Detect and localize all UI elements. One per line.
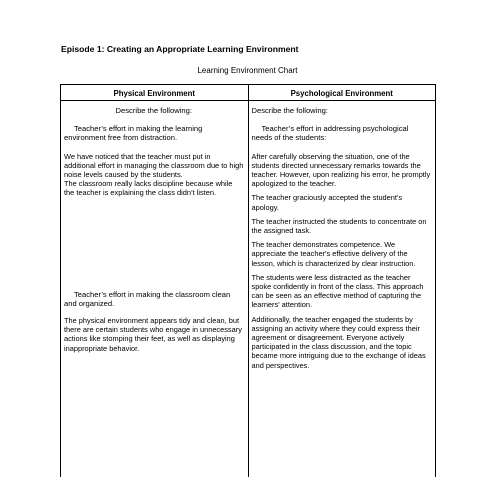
psychological-paragraph: Additionally, the teacher engaged the students by assigning an activity where they could express their agreement or disagreement. Everyone actively participated in the class discussion, and the topic became more intriguing due to the exchange of ideas and perspectives.: [251, 314, 426, 370]
physical-item2-text: The physical environment appears tidy and clean, but there are certain students who engage in unnecessary actions like stomping their feet, as well as displaying inappropriate behavior.: [64, 316, 242, 353]
physical-environment-header: Physical Environment: [61, 85, 249, 101]
chart-title: Learning Environment Chart: [197, 66, 298, 75]
table-body-row: [61, 101, 436, 478]
table-header-row: [61, 85, 436, 101]
psychological-describe-label: Describe the following:: [251, 106, 328, 115]
psychological-environment-cell: [248, 101, 436, 478]
physical-item2-heading: Teacher’s effort in making the classroom clean and organized.: [64, 289, 231, 308]
physical-item1-text-a: We have noticed that the teacher must put in additional effort in managing the classroom due to high noise levels caused by the students.: [64, 151, 244, 180]
physical-describe-label: Describe the following:: [115, 106, 192, 115]
psychological-environment-header: Psychological Environment: [248, 85, 436, 101]
physical-environment-cell: [61, 101, 249, 478]
psychological-paragraph: The teacher graciously accepted the student's apology.: [251, 193, 403, 212]
psychological-paragraph: The teacher instructed the students to concentrate on the assigned task.: [251, 216, 427, 236]
psychological-heading: Teacher’s effort in addressing psychological needs of the students:: [251, 124, 409, 143]
physical-item1-heading: Teacher’s effort in making the learning environment free from distraction.: [64, 124, 203, 143]
psychological-paragraph: The teacher demonstrates competence. We appreciate the teacher's effective delivery of the lesson, which is characterized by clear instruction.: [251, 240, 416, 268]
psychological-paragraph: After carefully observing the situation, one of the students directed unnecessary remarks towards the teacher. However, upon realizing his error, he promptly apologized to the teacher.: [251, 151, 431, 189]
episode-title: Episode 1: Creating an Appropriate Learning Environment: [61, 44, 299, 54]
physical-item1-text-b: The classroom really lacks discipline because while the teacher is explaining the class didn’t listen.: [64, 179, 233, 198]
learning-environment-table: [60, 84, 436, 477]
psychological-paragraph: The students were less distracted as the teacher spoke confidently in front of the class. This approach can be seen as an effective method of capturing the learners' attention.: [251, 272, 424, 310]
